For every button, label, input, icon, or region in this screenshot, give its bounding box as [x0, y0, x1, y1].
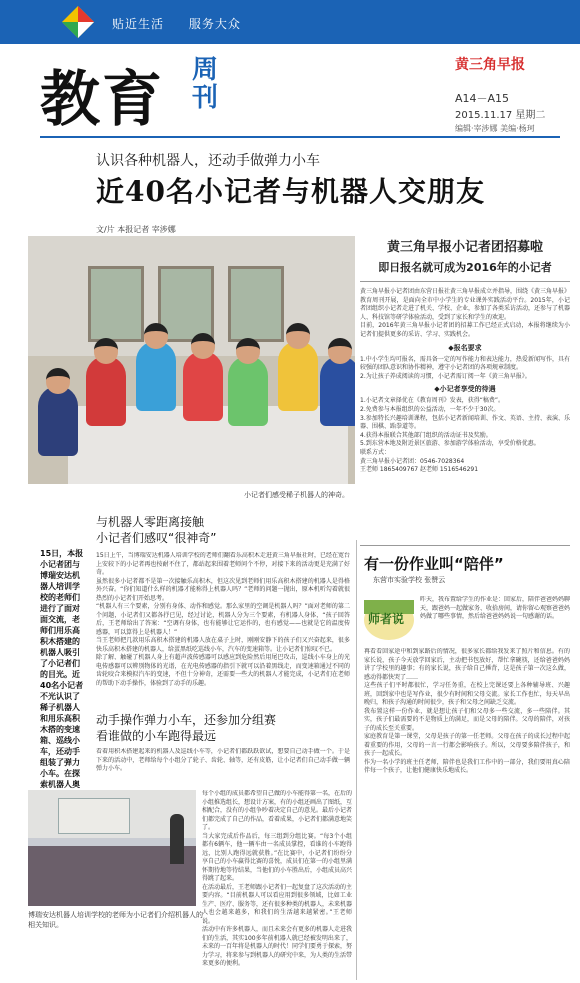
- subhead-2: [96, 712, 276, 744]
- recruit-benefit: 1.小记者文章择优在《教育周刊》发表，获得“稿费”。: [360, 397, 504, 405]
- column-byline: 东营市实验学校 张赞云: [373, 576, 446, 584]
- main-photo: [28, 236, 355, 484]
- article-body-section-1: [96, 552, 350, 710]
- masthead-divider: [40, 136, 560, 138]
- photo-child: [228, 356, 268, 426]
- column-badge-label: 师者说: [368, 612, 405, 626]
- subhead-1-line1: 与机器人零距离接触: [96, 515, 205, 529]
- recruit-contact: 黄三角早报小记者团：0546-7028364: [360, 457, 465, 465]
- article-paragraph: 在活动最后，王老师跟小记者们一起复盘了这次活动的主要内容。“目前机器人可以看应用到很多领域，比如工业生产、医疗、服务等，还有很多种类的机器人，未来机器人也会越来越多，和我们的生活越来越紧密。”王老师说。: [202, 883, 352, 925]
- section-subtitle: 周刊: [192, 55, 219, 113]
- logo-icon: [60, 4, 96, 40]
- column-paragraph: 这些孩子们平时都很忙，学习任务重，在校上完课还要上各种辅导班、兴趣班，回到家中也是写作业，很少有时间和父母交流。家长工作也忙，每天早出晚归，和孩子沟通的时间很少，孩子和父母之间缺乏交流。: [364, 682, 570, 706]
- article-paragraph: 15日上午，当博瑞安达机器人培训学校的老师们翻看乐高积木走进黄三角早报社时，已经在宽台上安较下的小记者再也按耐不住了，都站起来围着老师问个不停，对接下来的活动更是充满了好奇。: [96, 552, 350, 576]
- photo-child: [38, 386, 78, 456]
- article-body-section-3: [202, 790, 352, 980]
- photo-teacher: [170, 814, 184, 864]
- recruit-section-benefits: ◆小记者享受的待遇: [434, 385, 496, 394]
- classroom-photo: [28, 790, 196, 906]
- column-top-rule: [360, 545, 570, 546]
- paper-name: 黄三角早报: [455, 57, 525, 73]
- subhead-2-line2: 看谁做的小车跑得最远: [96, 729, 217, 743]
- photo-child: [278, 341, 318, 411]
- article-byline: 文/片 本报记者 宰涉娜: [96, 225, 176, 234]
- recruit-intro: 黄三角早报小记者团由东营日报社黄三角早报成立并指导，围绕《黄三角早报》教育周刊开展，是面向全市中小学生的专业课外实践活动平台。2015年，小记者团组织小记者走进了机关、学校、企业，参加了各类采访活动，还参与了机器人、科技馆等研学体验活动，受到了家长和学生的欢迎。: [360, 288, 571, 321]
- article-paragraph: 活动中有许多机器人，而且未来会有更多的机器人走进我们的生活，其实100多年前机器人就已经被发明出来了，未来的一百年将是机器人的时代！同学们要勇于探索，努力学习，将来参与到机器人的研究中来，为人类的生活带来更多的便利。: [202, 926, 352, 967]
- column-badge-icon: [362, 596, 416, 642]
- page-numbers: A14－A15: [455, 92, 510, 105]
- column-paragraph: 昨天，我布置给学生的作业是：回家后，陪伴爸爸妈妈聊天，跟爸妈一起做家务、收拾房间，请你留心观察爸爸妈妈做了哪些事情，然后给爸爸妈妈说一句感谢的话。: [420, 596, 570, 620]
- column-divider: [356, 540, 357, 980]
- section-title: 教育: [40, 65, 164, 135]
- masthead: [0, 44, 580, 136]
- article-headline: 近40名小记者与机器人交朋友: [96, 175, 485, 208]
- banner-slogan-1: 贴近生活: [112, 17, 165, 31]
- recruit-contact: 王老师 1865409767 赵老师 1516546291: [360, 466, 479, 474]
- photo-window: [228, 266, 284, 342]
- article-paragraph: 除了解、触碰了机器人身上有超声波传感器可以感应到危险然后用尾巴攻击，巡线小车身上的光电传感器可以辨别物体的光谱，在光电传感器的指引下就可以沿着黑线走，而变速箱通过不同的齿轮咬合来模拟汽车的变速，不但十分神奇，还需要一些大的机器人才能完成，小记者们在老师的帮助下动手操作，体验到了动手的乐趣。: [96, 654, 350, 687]
- recruit-box: [360, 236, 570, 475]
- recruit-divider: [360, 281, 570, 282]
- top-banner: [0, 0, 580, 44]
- article-paragraph: 当大家完成后作品后，每三组到分组比赛。“每3个小组都有6辆车，他一辆车由一名成员掌控，看谁的小车跑得远，比别人跑得远就获胜。”在比赛中，小记者们纷纷分享自己的小车赢得比赛的喜悦，成员们在第一的小组里满怀期待地等待结果，当他们的小车胜出后，小组成员高兴得跳了起来。: [202, 832, 352, 882]
- subhead-1-line2: 小记者们感叹“很神奇”: [96, 531, 217, 545]
- recruit-benefit: 2.免费参与本报组织的公益活动，一年不少于30次。: [360, 405, 500, 413]
- editor-credit: 编辑·宰涉娜 美编·杨珂: [455, 124, 535, 133]
- article-paragraph: “机器人有三个要素，分别有身体、动作和感觉。那么家里的空调是机器人吗？”面对老师的第二个问题，小记者们又都各抒已见，经过讨论，机器人分为三个要素，有机器人身体，“孩子回答后，王老师给出了答案：“空调有身体，也有能够让它运作的，也有感觉——也就是它的温度传感器，可以算得上是机器人！”: [96, 603, 350, 636]
- recruit-benefit: 3.参加特长兴趣培训课程，包括小记者新闻培训、作文、英语、主持、表演、乐器、围棋、跆拳道等。: [360, 414, 570, 431]
- issue-date: 2015.11.17 星期二: [455, 110, 546, 121]
- photo-child: [136, 341, 176, 411]
- photo-screen: [58, 798, 130, 834]
- article-summary: 15日，本报小记者团与博瑞安达机器人培训学校的老师们进行了面对面交流，老师们用乐高积木搭建的机器人吸引了小记者们的目光。近40名小记者不光认识了稀子机器人和用乐高积木搭的变速箱、巡线小车，还动手组装了弹力小车。在探索机器人奥: [40, 549, 84, 789]
- subhead-1: [96, 514, 216, 546]
- column-paragraph: 作为一名小学的班主任老师，陪伴也是我们工作中的一部分，我们要用真心陪伴每一个孩子，让他们健康快乐地成长。: [364, 758, 570, 774]
- article-paragraph: 当王老师把几款用乐高积木搭建的机器人放在桌子上时，刚刚安静下的孩子们又兴奋起来，很多快乐高积木搭建的机器人，给蛋黑纸吃巡线小车，汽车的变速箱等。让小记者们惊叹不已。: [96, 637, 350, 653]
- photo-child: [320, 356, 355, 426]
- recruit-requirement: 2.为让孩子养成阅读的习惯，小记者需订阅一年《黄三角早报》。: [360, 372, 531, 380]
- main-photo-caption: 小记者们感受稀子机器人的神奇。: [244, 491, 349, 499]
- recruit-subtitle: 即日报名就可成为2016年的小记者: [378, 261, 552, 274]
- recruit-intro-2: 目前，2016年黄三角早报小记者团的招募工作已经正式启动，本报将继续为小记者们提供更多的采访、学习、实践机会。: [360, 322, 570, 338]
- article-paragraph: 虽然很多小记者都不是第一次接触乐高积木，但这次见到老师们用乐高积木搭建的机器人是得格外兴奋。“你们知道什么样的机器才能称得上机器人吗？”老师的问题一抛出，原本机听勾着就很热烈的小记者们开始思考。: [96, 577, 350, 602]
- column-paragraph: 我布置这样一份作业，就是想让孩子们和父母多一些交流，多一些陪伴。其实，孩子们最需要的不是物质上的满足，而是父母的陪伴。父母的陪伴，对孩子的成长至关重要。: [364, 707, 570, 732]
- article-paragraph: 每个小组的成员都希望自己做的小车能得第一名，在后的小组推选组长，想设计方案，有的小组还画出了图纸，互相配合，没有的小组争吵着决定自己的意见。最后小记者们都完成了自己的作品，看着成果，小记者们都满意地笑了。: [202, 790, 352, 831]
- banner-slogan-2: 服务大众: [188, 17, 241, 31]
- column-title: 有一份作业叫“陪伴”: [364, 555, 504, 573]
- recruit-title: 黄三角早报小记者团招募啦: [386, 240, 543, 255]
- column-body: [364, 648, 570, 980]
- subhead-2-line1: 动手操作弹力小车，还参加分组赛: [96, 713, 277, 727]
- photo-window: [88, 266, 144, 342]
- recruit-benefit: 5.到东营本地及附近景区旅游、参加游学体验活动，享受价格优惠。: [360, 440, 540, 448]
- photo-child: [86, 356, 126, 426]
- photo-child: [183, 351, 223, 421]
- classroom-photo-caption: 博瑞安达机器人培训学校的老师为小记者们介绍机器人的相关知识。: [28, 911, 203, 929]
- article-paragraph: 看着用积木搭建起来的机器人及巡线小车等，小记者们都跃跃欲试，想要自己动手做一个。于是下来的活动中，老师给每个小组分了轮子、齿轮、轴等，还有皮筋，让小记者们自己动手做一辆弹力小车。: [96, 748, 350, 772]
- recruit-section-requirements: ◆报名要求: [448, 343, 482, 352]
- column-paragraph: 家庭教育是第一课堂，父母是孩子的第一任老师。父母在孩子的成长过程中起着重要的作用，父母的一言一行都会影响孩子。所以，父母要多陪伴孩子，和孩子一起成长。: [364, 733, 570, 757]
- article-kicker: 认识各种机器人，还动手做弹力小车: [96, 153, 320, 169]
- banner-slogan: [112, 15, 261, 32]
- issue-info: [455, 54, 575, 134]
- column-paragraph: 再看看回家途中和到家路后的情况，很多家长都给我发来了照片和信息。有的家长说，孩子今天放学回家后，主动把书包放好，帮忙拿碗筷，还给爸爸妈妈讲了学校里的趣事；有的家长说，孩子给自己捶背，这是孩子第一次这么做，感动得都快哭了……: [364, 648, 570, 681]
- article-body-section-2: [96, 748, 350, 788]
- recruit-benefit: 4.获得本报联合其他部门组织的活动证书及奖励。: [360, 431, 492, 439]
- column-body-top: [420, 596, 570, 646]
- recruit-requirement: 1.中小学生均可报名，需具备一定的写作能力和表达能力，热爱新闻写作，具有较强的团队意识和协作精神，遵守小记者团的各项规章制度。: [360, 355, 570, 372]
- recruit-contact-label: 联系方式：: [360, 448, 391, 456]
